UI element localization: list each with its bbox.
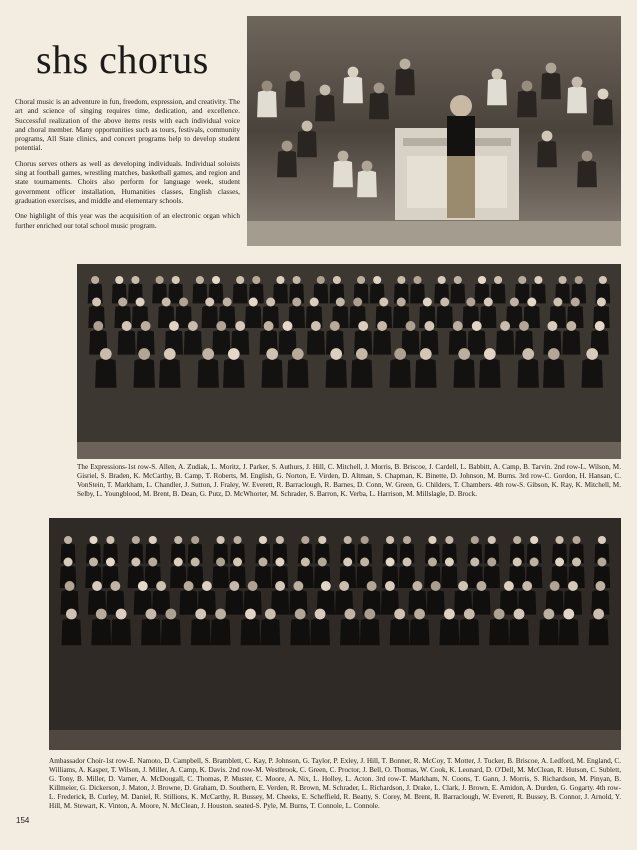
chorus-rehearsal-photo <box>247 16 621 246</box>
intro-paragraph-2: Chorus serves others as well as developing individuals. Individual soloists sing at football games, wrestling matches, basketball games, and region and state tournaments. Choirs also perform for language week, student government officer installation, Humanities classes, English classes, graduation exercises, and middle and elementary schools. <box>15 158 240 205</box>
ambassador-choir-caption: Ambassador Choir-1st row-E. Namoto, D. Campbell, S. Bramblett, C. Kay, P. Johnson, G. Taylor, P. Exley, J. Hill, T. Bonner, R. McCoy, T. Motter, J. Tucker, B. Briscoe, A. Ledford, M. England, C. Williams, A. Kasper, T. Wilson, J. Miller, A. Camp, K. Davis. 2nd row-M. Westbrook, C. Green, C. Proctor, J. Bell, O. Thomas, W. Cook, K. Leonard, D. O'Dell, M. McClean, R. Hutson, C. Sublett, G. Tony, B. Miller, D. Varner, A. McDougall, C. Thomas, P. Muster, C. Moore, A. Nix, L. Holley, L. Acton. 3rd row-T. Markham, N. Coons, T. Gann, J. Morris, S. Richardson, M. Pinyan, B. Killmeier, G. Dickerson, J. Maton, J. Browne, D. Graham, D. Southern, E. Verden, R. Brown, M. Schrader, L. Richardson, J. Drake, L. Clark, J. Brown, E. Amidon, A. Durden, G. Gogarty. 4th row-L. Frederick, B. Curley, M. Daniel, R. Stillions, K. McCarthy, R. Bussey, M. Cheeks, E. Scheffield, R. Beatty, S. Corey, M. Brent, R. Barraclough, W. Everett, R. Bussey, B. Connor, J. Arnold, Y. Hill, M. Stewart, K. Vinton, A. Moore, N. McClean, J. Houston. seated-S. Pyle, M. Burns, T. Connole, L. Connole. <box>49 757 621 810</box>
expressions-caption: The Expressions-1st row-S. Allen, A. Zudiak, L. Moritz, J. Parker, S. Authurs, J. Hill, C. Mitchell, J. Morris, B. Briscoe, J. Cardell, L. Babbitt, A. Camp, B. Tarvin. 2nd row-L. Wilson, M. Gisriel, S. Braden, K. McCarthy, B. Camp, T. Roberts, M. English, G. Norton, E. Virden, D. Altman, S. Chapman, K. Binette, D. Johnson, M. Burns. 3rd row-C. Gordon, H. Hansan, C. VonStein, T. Markham, L. Chandler, J. Sutton, J. Fraley, W. Everett, R. Barraclough, R. Barnes, D. Conn, W. Green, G. Childers, T. Chambers. 4th row-S. Gibson, K. Ray, K. Mitchell, M. Selby, L. Youngblood, M. Brent, B. Dean, G. Putz, D. McWhorter, M. Schrader, S. Barron, K. Verba, L. Harrison, M. Millslagle, D. Brock. <box>77 463 621 498</box>
expressions-group-photo <box>77 264 621 459</box>
ambassador-choir-photo <box>49 518 621 750</box>
page-title: shs chorus <box>36 37 209 82</box>
intro-text <box>15 97 240 236</box>
intro-paragraph-1: Choral music is an adventure in fun, freedom, expression, and creativity. The art and science of singing requires time, dedication, and excellence. Successful realization of the above items rests with each individual voice and choral member. Many opportunities such as tours, festivals, community programs, All State clinics, and concert programs help to develop student potential. <box>15 97 240 153</box>
intro-paragraph-3: One highlight of this year was the acquisition of an electronic organ which further enriched our total school music program. <box>15 211 240 230</box>
page-number: 154 <box>16 816 30 825</box>
